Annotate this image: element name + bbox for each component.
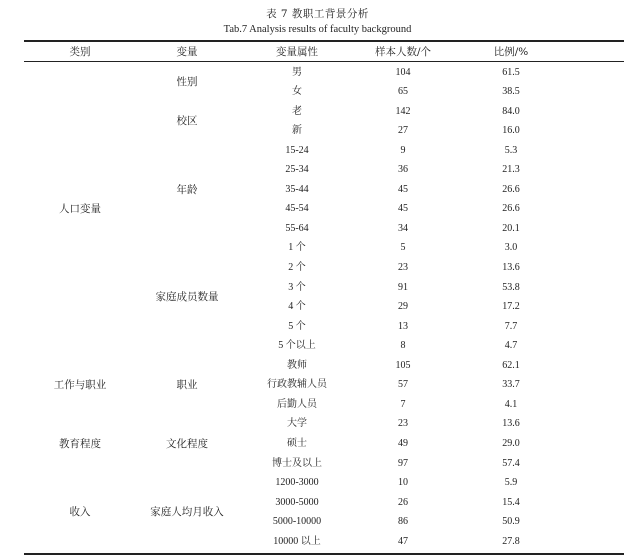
row-sample-count: 9 (400, 144, 406, 156)
row-proportion: 4.7 (504, 340, 518, 352)
row-sample-count: 97 (398, 457, 408, 469)
row-attribute: 男 (292, 66, 302, 78)
row-attribute: 5 个以上 (278, 340, 316, 352)
row-attribute: 10000 以上 (273, 535, 321, 547)
row-attribute: 老 (292, 105, 302, 117)
row-attribute: 25-34 (285, 164, 309, 176)
row-proportion: 53.8 (502, 281, 520, 293)
row-attribute: 硕士 (287, 437, 307, 449)
row-attribute: 35-44 (285, 183, 309, 195)
row-sample-count: 26 (398, 496, 408, 508)
row-sample-count: 5 (400, 242, 406, 254)
variable-label: 校区 (176, 115, 198, 128)
header-proportion: 比例/% (493, 46, 529, 58)
row-proportion: 26.6 (502, 183, 520, 195)
row-sample-count: 86 (398, 516, 408, 528)
row-sample-count: 142 (395, 105, 411, 117)
header-sample-count: 样本人数/个 (374, 46, 432, 58)
row-proportion: 26.6 (502, 203, 520, 215)
row-sample-count: 23 (398, 418, 408, 430)
row-sample-count: 7 (400, 398, 406, 410)
row-proportion: 20.1 (502, 222, 520, 234)
row-attribute: 4 个 (288, 301, 306, 313)
row-attribute: 后勤人员 (277, 398, 317, 410)
row-proportion: 13.6 (502, 418, 520, 430)
row-attribute: 5000-10000 (272, 516, 322, 528)
variable-label: 年龄 (176, 183, 198, 196)
row-proportion: 57.4 (502, 457, 520, 469)
row-sample-count: 45 (398, 203, 408, 215)
header-variable: 变量 (176, 46, 198, 58)
category-label: 教育程度 (59, 437, 101, 450)
row-attribute: 1200-3000 (275, 477, 319, 489)
row-sample-count: 8 (400, 340, 406, 352)
row-attribute: 2 个 (288, 262, 306, 273)
row-proportion: 29.0 (502, 437, 520, 449)
category-label: 收入 (69, 506, 91, 519)
row-proportion: 17.2 (502, 301, 520, 313)
row-proportion: 61.5 (502, 66, 520, 78)
row-proportion: 13.6 (502, 262, 520, 273)
row-attribute: 15-24 (285, 144, 309, 156)
row-proportion: 50.9 (502, 516, 520, 528)
row-proportion: 33.7 (502, 379, 520, 391)
row-sample-count: 49 (398, 437, 408, 449)
row-proportion: 7.7 (504, 320, 518, 332)
row-proportion: 5.3 (504, 144, 518, 156)
top-rule (24, 40, 624, 42)
row-sample-count: 65 (398, 86, 408, 98)
category-label: 工作与职业 (53, 379, 107, 392)
row-attribute: 博士及以上 (272, 457, 322, 469)
row-sample-count: 10 (398, 477, 408, 489)
row-sample-count: 105 (395, 359, 411, 371)
row-proportion: 27.8 (502, 535, 520, 547)
row-attribute: 行政教辅人员 (267, 379, 327, 391)
variable-label: 文化程度 (166, 437, 208, 450)
variable-label: 性别 (176, 76, 198, 89)
variable-label: 职业 (176, 379, 198, 392)
header-category: 类别 (69, 46, 91, 58)
variable-label: 家庭成员数量 (155, 291, 219, 304)
row-sample-count: 104 (395, 66, 411, 78)
bottom-rule (24, 553, 624, 555)
row-attribute: 大学 (287, 418, 307, 430)
row-sample-count: 47 (398, 535, 408, 547)
row-proportion: 15.4 (502, 496, 520, 508)
header-attribute: 变量属性 (276, 46, 318, 58)
table-caption-en: Tab.7 Analysis results of faculty background (223, 24, 412, 35)
row-attribute: 新 (292, 125, 302, 137)
row-attribute: 1 个 (288, 242, 306, 254)
row-attribute: 3000-5000 (275, 496, 319, 508)
row-proportion: 16.0 (502, 125, 520, 137)
row-attribute: 55-64 (285, 222, 309, 234)
row-sample-count: 27 (398, 125, 408, 137)
row-attribute: 45-54 (285, 203, 309, 215)
header-rule (24, 61, 624, 62)
row-proportion: 3.0 (504, 242, 518, 254)
row-sample-count: 45 (398, 183, 408, 195)
row-sample-count: 36 (398, 164, 408, 176)
row-proportion: 38.5 (502, 86, 520, 98)
row-proportion: 21.3 (502, 164, 520, 176)
table-caption-cn: 表 7 教职工背景分析 (266, 8, 369, 20)
category-label: 人口变量 (59, 203, 101, 216)
row-proportion: 5.9 (504, 477, 518, 489)
row-sample-count: 91 (398, 281, 408, 293)
row-attribute: 教师 (287, 359, 307, 371)
variable-label: 家庭人均月收入 (150, 506, 224, 519)
row-sample-count: 34 (398, 222, 408, 234)
row-sample-count: 29 (398, 301, 408, 313)
row-proportion: 4.1 (504, 398, 518, 410)
row-sample-count: 23 (398, 262, 408, 273)
row-proportion: 62.1 (502, 359, 520, 371)
row-attribute: 5 个 (288, 320, 306, 332)
row-sample-count: 13 (398, 320, 408, 332)
row-sample-count: 57 (398, 379, 408, 391)
row-attribute: 女 (292, 86, 302, 98)
row-proportion: 84.0 (502, 105, 520, 117)
row-attribute: 3 个 (288, 281, 306, 293)
